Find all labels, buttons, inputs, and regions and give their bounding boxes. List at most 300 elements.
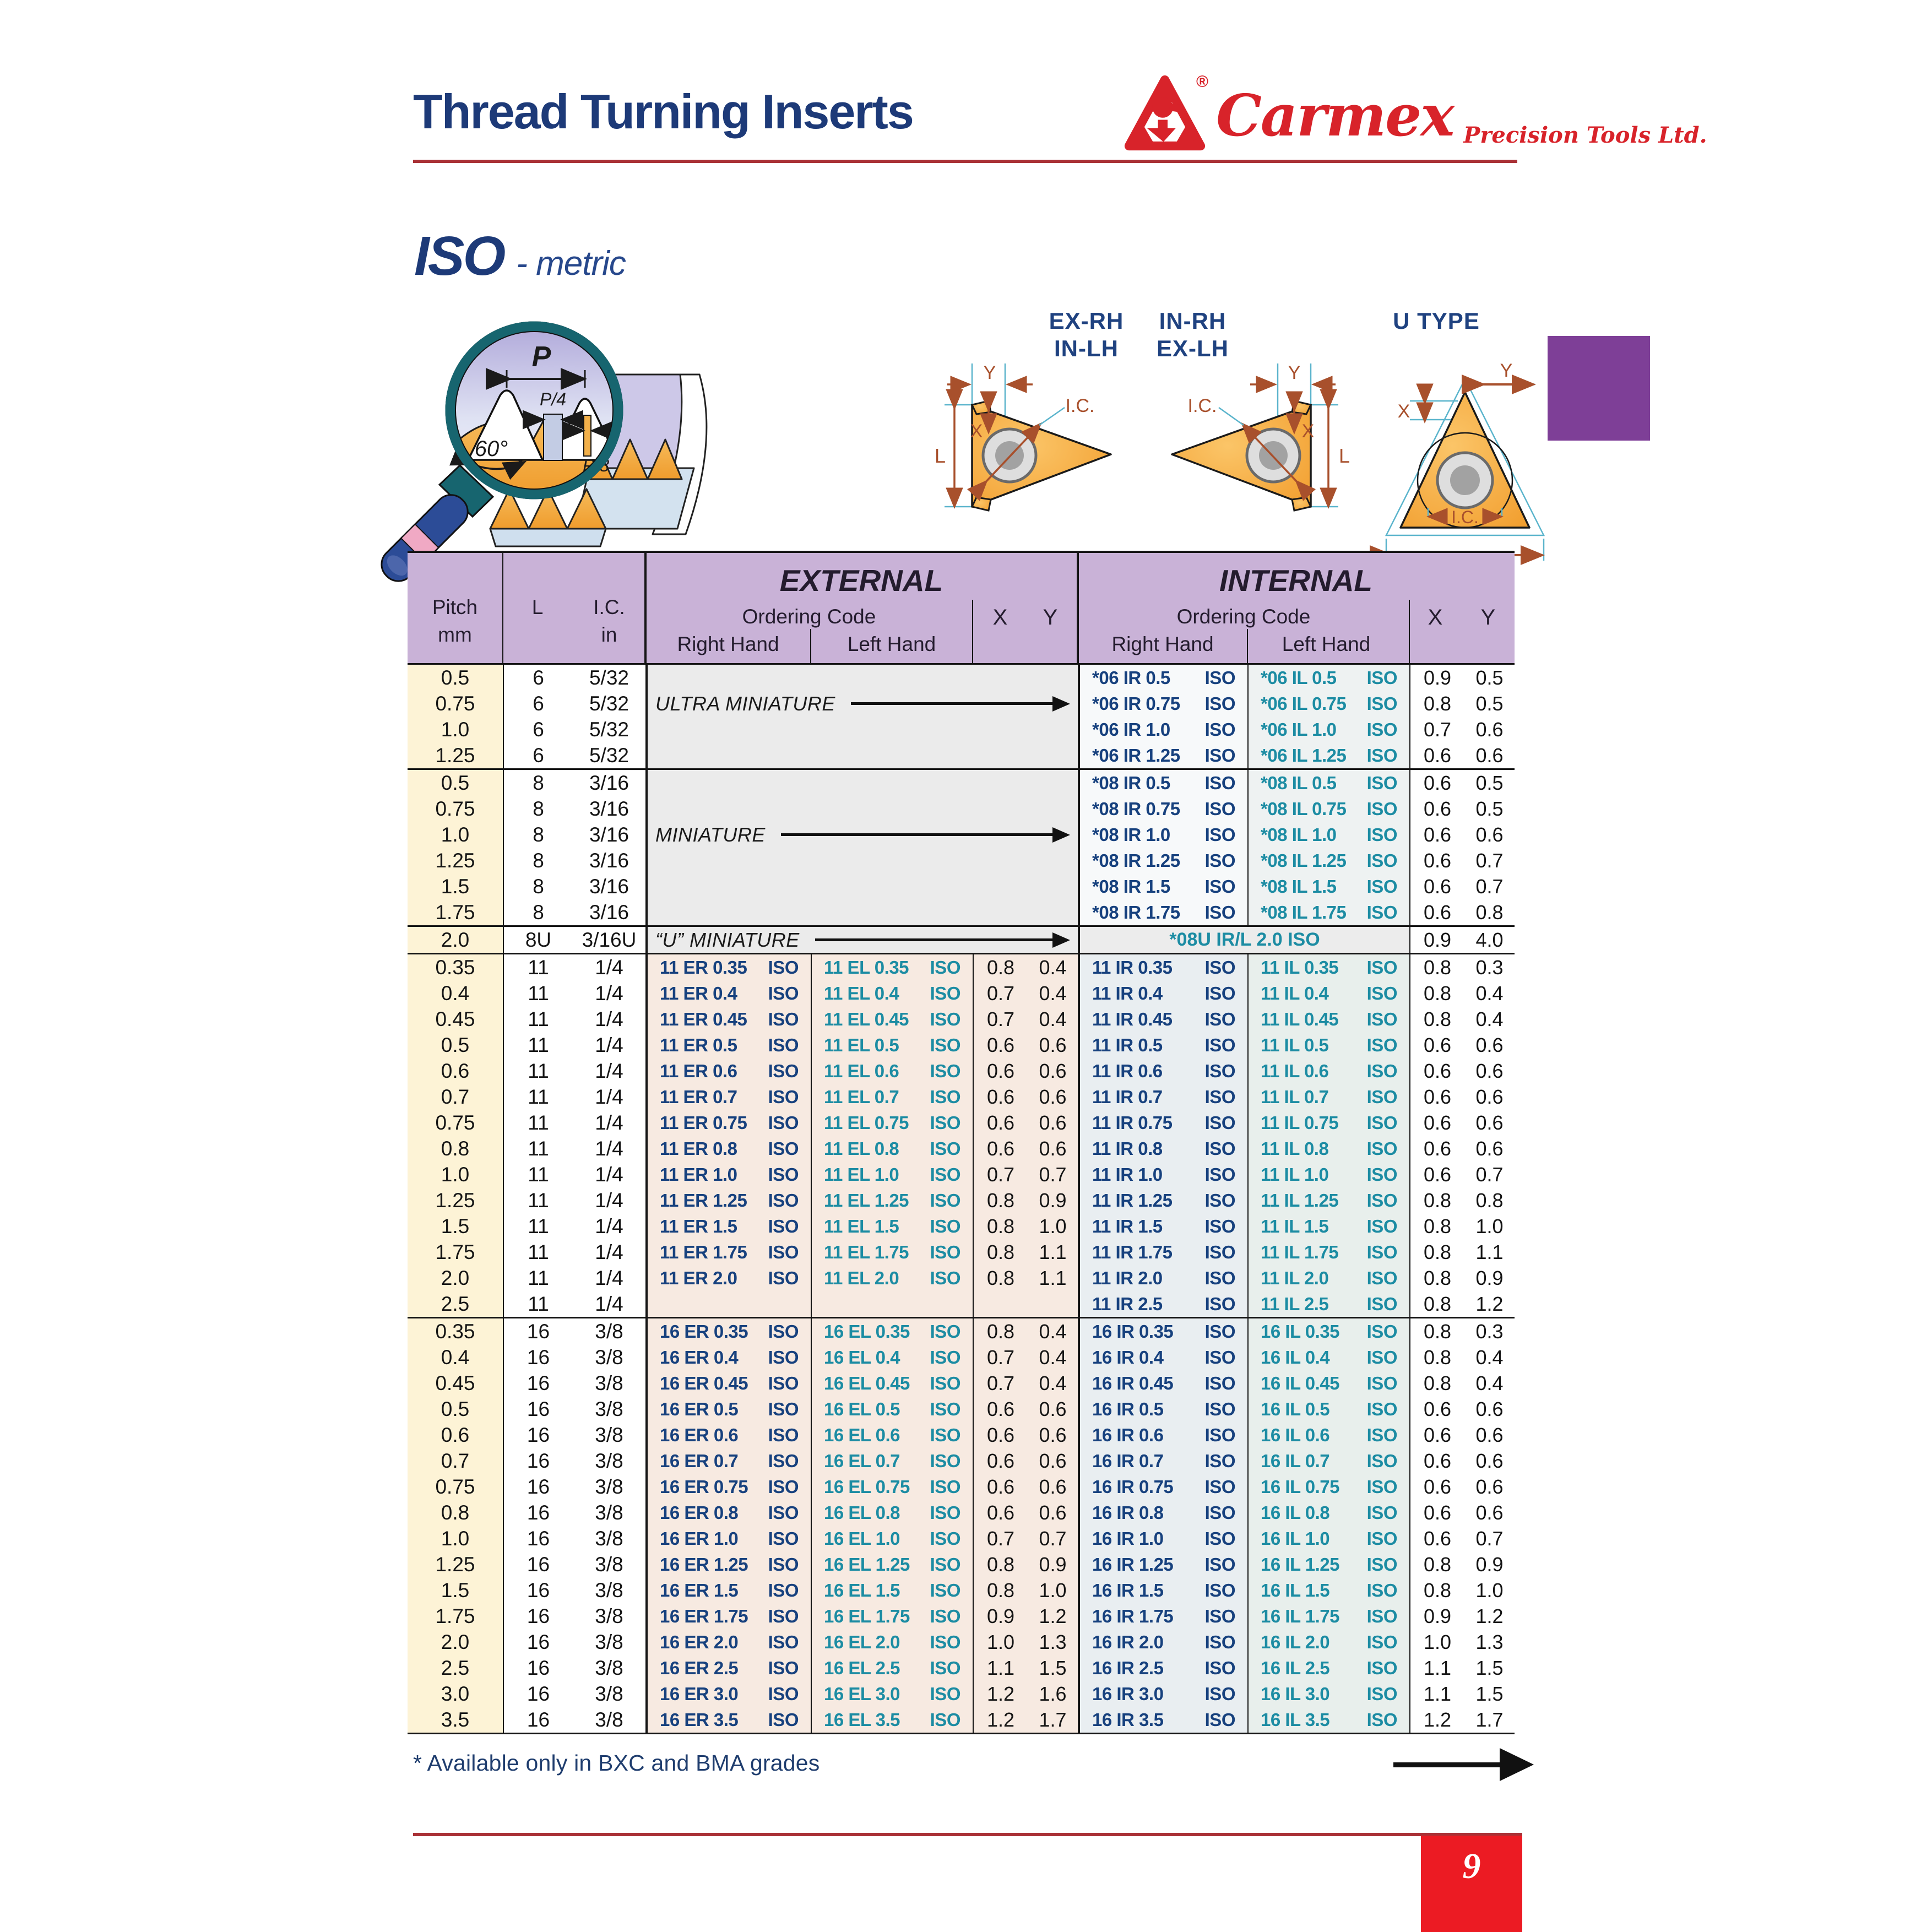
external-right-hand-code-cell [645,1084,811,1110]
code-text: *06 IL 1.0 [1261,719,1337,740]
l-cell: 11 [503,1162,573,1187]
code-text: 11 IL 0.35 [1261,957,1339,978]
external-right-hand-code-cell [645,1500,811,1526]
table-row [408,1265,1515,1291]
ic-cell: 1/4 [595,1137,623,1160]
internal-y-cell: 0.6 [1475,1475,1504,1498]
internal-left-hand-code-cell [1247,1187,1409,1213]
ic-cell: 1/4 [595,1007,623,1030]
code-suffix: ISO [768,1164,799,1185]
internal-right-hand-code-cell [1078,1422,1247,1448]
code-text: 16 IR 1.25 [1092,1554,1174,1575]
ic-cell: 3/8 [595,1708,623,1731]
ic-cell: 1/4 [595,1240,623,1263]
internal-y-cell: 1.7 [1475,1708,1504,1731]
internal-x-cell: 0.6 [1409,899,1464,925]
code-suffix: ISO [1204,1631,1235,1652]
code-text: 16 EL 3.0 [824,1683,900,1704]
header-divider [1247,629,1248,663]
header-ic-unit: in [601,623,617,646]
external-y-cell: 0.6 [1028,1110,1078,1136]
external-right-hand-code-cell [645,1187,811,1213]
code-text: 11 IR 0.35 [1092,957,1173,978]
code-suffix: ISO [1366,1215,1397,1236]
external-left-hand-code-cell [811,1551,973,1577]
code-text: 11 IR 2.0 [1092,1267,1163,1288]
l-cell: 16 [503,1500,573,1526]
header-int-ordering-code: Ordering Code [1176,605,1311,628]
code-text: 16 ER 2.5 [660,1657,739,1678]
next-page-arrow-icon [1393,1747,1534,1782]
code-text: 11 IR 1.75 [1092,1241,1173,1262]
code-suffix: ISO [768,1190,799,1211]
external-x-cell: 0.7 [973,1006,1028,1032]
external-y-cell: 0.7 [1028,1526,1078,1551]
external-left-hand-code-cell [811,1291,973,1317]
code-suffix: ISO [1366,1321,1397,1342]
external-x-cell: 0.6 [973,1136,1028,1162]
code-suffix: ISO [768,1580,799,1600]
ic-cell: 3/16 [589,797,629,820]
code-suffix: ISO [768,1631,799,1652]
ic-cell: 3/8 [595,1604,623,1627]
code-text: 16 IL 0.8 [1261,1502,1330,1523]
code-suffix: ISO [1366,1450,1397,1471]
code-text: 16 IL 0.5 [1261,1398,1330,1419]
external-left-hand-code-cell [811,1474,973,1500]
external-x-cell: 0.7 [973,980,1028,1006]
internal-left-hand-code-cell [1247,1474,1409,1500]
brand-tagline: Precision Tools Ltd. [1463,122,1707,148]
miniature-note-text: ULTRA MINIATURE [655,692,835,715]
external-left-hand-code-cell [811,980,973,1006]
external-left-hand-code-cell [811,1084,973,1110]
code-text: *08 IL 1.25 [1261,850,1347,871]
code-suffix: ISO [1366,1241,1397,1262]
header-divider [1409,600,1410,663]
external-right-hand-code-cell [645,1474,811,1500]
code-text: 16 IR 3.0 [1092,1683,1164,1704]
internal-y-cell: 0.5 [1475,692,1504,715]
note-arrow-head-icon [1052,827,1070,843]
code-text: 11 EL 0.35 [824,957,909,978]
code-suffix: ISO [1204,667,1235,688]
table-row [408,665,1515,691]
pitch-cell: 1.75 [408,1239,503,1265]
code-text: 11 IL 0.45 [1261,1008,1339,1029]
code-text: *08 IL 1.5 [1261,876,1337,897]
external-x-cell: 0.7 [973,1526,1028,1551]
code-suffix: ISO [1204,1709,1235,1730]
code-suffix: ISO [930,1580,960,1600]
label-p: P [531,341,551,373]
code-text: 16 IR 1.75 [1092,1605,1174,1626]
code-text: 16 IL 3.5 [1261,1709,1330,1730]
external-miniature-span-cell [645,742,1078,768]
internal-left-hand-code-cell [1247,1344,1409,1370]
internal-merged-code-cell: *08U IR/L 2.0 ISO [1078,927,1409,953]
external-x-cell: 1.0 [973,1629,1028,1655]
external-left-hand-code-cell [811,1707,973,1733]
header-pitch-unit: mm [438,623,472,646]
y-label: Y [1500,360,1513,381]
code-text: 11 ER 0.75 [660,1112,747,1133]
l-cell: 11 [503,1084,573,1110]
code-suffix: ISO [1204,1424,1235,1445]
pitch-cell: 0.5 [408,665,503,691]
table-row [408,1084,1515,1110]
table-row [408,1370,1515,1396]
code-text: 16 EL 0.7 [824,1450,900,1471]
code-suffix: ISO [1366,824,1397,845]
code-text: 16 IR 0.4 [1092,1347,1164,1367]
l-cell: 11 [503,1136,573,1162]
code-suffix: ISO [1204,1034,1235,1055]
code-text: 16 EL 0.6 [824,1424,900,1445]
internal-y-cell: 0.7 [1475,1163,1504,1186]
external-y-cell: 1.6 [1028,1681,1078,1707]
code-text: 11 IR 1.25 [1092,1190,1173,1211]
code-text: 16 IR 0.75 [1092,1476,1174,1497]
code-text: 16 EL 2.5 [824,1657,900,1678]
code-text: 11 IR 1.5 [1092,1215,1163,1236]
table-row [408,1213,1515,1239]
external-right-hand-code-cell [645,980,811,1006]
pitch-cell: 0.5 [408,1032,503,1058]
title-underline [413,160,1517,163]
external-miniature-span-cell [645,899,1078,925]
code-suffix: ISO [768,1709,799,1730]
insert-ex-rh-diagram [935,362,1111,511]
internal-y-cell: 1.5 [1475,1682,1504,1705]
code-text: 11 ER 1.75 [660,1241,747,1262]
code-suffix: ISO [1366,1657,1397,1678]
code-text: 16 IR 2.0 [1092,1631,1164,1652]
pitch-cell: 0.45 [408,1370,503,1396]
ic-cell: 5/32 [589,744,629,767]
internal-left-hand-code-cell [1247,1655,1409,1681]
external-x-cell: 0.6 [973,1474,1028,1500]
external-x-cell: 0.6 [973,1032,1028,1058]
code-text: 16 IL 2.0 [1261,1631,1330,1652]
internal-y-cell: 0.9 [1475,1266,1504,1289]
code-suffix: ISO [768,1008,799,1029]
external-left-hand-code-cell [811,1032,973,1058]
internal-y-cell: 0.6 [1475,718,1504,741]
header-ext-x: X [992,605,1008,629]
code-text: 16 IL 2.5 [1261,1657,1330,1678]
internal-left-hand-code-cell [1247,899,1409,925]
external-left-hand-code-cell [811,1136,973,1162]
code-suffix: ISO [1366,1580,1397,1600]
code-suffix: ISO [1204,1112,1235,1133]
internal-x-cell: 0.6 [1409,1526,1464,1551]
code-suffix: ISO [930,1424,960,1445]
header-int-left-hand: Left Hand [1282,633,1371,655]
external-right-hand-code-cell [645,1448,811,1474]
external-x-cell: 0.6 [973,1448,1028,1474]
code-text: 16 EL 0.4 [824,1347,900,1367]
l-cell: 16 [503,1629,573,1655]
internal-right-hand-code-cell [1078,1526,1247,1551]
code-text: *08 IR 1.75 [1092,902,1180,922]
external-right-hand-code-cell [645,1265,811,1291]
code-suffix: ISO [1366,1683,1397,1704]
internal-y-cell: 0.6 [1475,1501,1504,1524]
external-left-hand-code-cell [811,1265,973,1291]
code-text: 16 IL 0.35 [1261,1321,1340,1342]
table-row [408,1629,1515,1655]
ic-cell: 5/32 [589,718,629,741]
ic-cell: 3/8 [595,1371,623,1394]
code-suffix: ISO [1366,1424,1397,1445]
internal-x-cell: 0.9 [1409,927,1464,953]
l-cell: 11 [503,1213,573,1239]
internal-x-cell: 0.8 [1409,1187,1464,1213]
page-title: Thread Turning Inserts [413,84,913,139]
external-x-cell: 0.8 [973,1551,1028,1577]
table-row [408,1396,1515,1422]
insert-type-label-u-type: U TYPE [1393,308,1480,334]
external-x-cell: 0.6 [973,1500,1028,1526]
code-text: *08 IR 1.0 [1092,824,1170,845]
table-row [408,1448,1515,1474]
external-y-cell: 0.6 [1028,1058,1078,1084]
pitch-cell: 0.4 [408,980,503,1006]
header-ic: I.C. [593,596,625,618]
internal-left-hand-code-cell [1247,717,1409,742]
header-int-y: Y [1480,605,1496,629]
external-x-cell: 0.6 [973,1084,1028,1110]
internal-y-cell: 0.4 [1475,1371,1504,1394]
external-x-cell: 0.8 [973,954,1028,980]
code-suffix: ISO [1366,719,1397,740]
external-y-cell: 0.6 [1028,1474,1078,1500]
internal-y-cell: 0.5 [1475,797,1504,820]
code-text: 11 EL 1.5 [824,1215,899,1236]
code-text: *08 IL 0.5 [1261,772,1337,793]
internal-y-cell: 0.8 [1475,900,1504,924]
header-divider [644,553,647,663]
internal-right-hand-code-cell [1078,1396,1247,1422]
code-text: 16 ER 0.45 [660,1372,748,1393]
external-left-hand-code-cell [811,1396,973,1422]
pitch-cell: 1.5 [408,1577,503,1603]
external-right-hand-code-cell [645,1707,811,1733]
internal-left-hand-code-cell [1247,1551,1409,1577]
note-arrow-head-icon [1052,696,1070,712]
code-suffix: ISO [768,1476,799,1497]
pitch-cell: 3.5 [408,1707,503,1733]
code-text: 16 ER 0.5 [660,1398,739,1419]
code-suffix: ISO [930,1164,960,1185]
l-cell: 11 [503,1187,573,1213]
external-right-hand-code-cell [645,1629,811,1655]
code-suffix: ISO [1366,1008,1397,1029]
l-cell: 16 [503,1603,573,1629]
ic-cell: 3/8 [595,1345,623,1369]
table-group-06-ultra-miniature [408,665,1515,770]
internal-left-hand-code-cell [1247,1110,1409,1136]
code-suffix: ISO [768,1321,799,1342]
table-row [408,1707,1515,1733]
code-text: 11 EL 0.8 [824,1138,899,1159]
internal-y-cell: 0.6 [1475,1111,1504,1134]
external-y-cell [1028,1291,1078,1317]
l-label: L [934,444,946,467]
external-right-hand-code-cell [645,1370,811,1396]
table-row [408,1032,1515,1058]
internal-x-cell: 0.8 [1409,1213,1464,1239]
l-cell: 16 [503,1396,573,1422]
internal-right-hand-code-cell [1078,980,1247,1006]
code-suffix: ISO [1366,876,1397,897]
external-left-hand-code-cell [811,1577,973,1603]
code-suffix: ISO [1366,1476,1397,1497]
code-suffix: ISO [1366,1138,1397,1159]
internal-x-cell: 0.6 [1409,796,1464,822]
table-row [408,980,1515,1006]
code-suffix: ISO [1204,693,1235,714]
table-row [408,1500,1515,1526]
internal-right-hand-code-cell [1078,1213,1247,1239]
code-text: 16 ER 0.8 [660,1502,739,1523]
x-label: X [1397,401,1410,422]
code-suffix: ISO [930,1034,960,1055]
external-left-hand-code-cell [811,1655,973,1681]
code-text: 11 EL 1.0 [824,1164,899,1185]
code-text: 11 IL 0.4 [1261,983,1329,1003]
external-y-cell: 0.4 [1028,1344,1078,1370]
table-row [408,1239,1515,1265]
x-label: X [970,421,983,442]
code-suffix: ISO [768,1450,799,1471]
code-text: 16 EL 1.75 [824,1605,910,1626]
header-divider [972,600,973,663]
pitch-cell: 0.6 [408,1422,503,1448]
l-cell: 16 [503,1318,573,1344]
external-y-cell: 0.6 [1028,1084,1078,1110]
table-row [408,1551,1515,1577]
l-cell: 6 [503,665,573,691]
ic-label: I.C. [1187,395,1217,416]
external-x-cell: 0.8 [973,1239,1028,1265]
code-suffix: ISO [1204,1580,1235,1600]
code-suffix: ISO [1204,1528,1235,1549]
internal-right-hand-code-cell [1078,1474,1247,1500]
y-label: Y [983,362,996,383]
internal-right-hand-code-cell [1078,1448,1247,1474]
y-label: Y [1288,362,1301,383]
code-text: 16 ER 1.0 [660,1528,739,1549]
code-text: 11 IR 0.4 [1092,983,1163,1003]
internal-left-hand-code-cell [1247,980,1409,1006]
bottom-rule [413,1833,1522,1836]
table-body [408,665,1515,1734]
external-right-hand-code-cell [645,1058,811,1084]
external-y-cell: 1.7 [1028,1707,1078,1733]
internal-y-cell: 0.3 [1475,1320,1504,1343]
ic-cell: 3/8 [595,1630,623,1653]
code-text: 11 IL 0.75 [1261,1112,1339,1133]
ic-cell: 1/4 [595,1292,623,1315]
code-text: 11 ER 0.8 [660,1138,737,1159]
code-suffix: ISO [768,1267,799,1288]
code-suffix: ISO [768,1215,799,1236]
internal-left-hand-code-cell [1247,1084,1409,1110]
internal-x-cell: 0.6 [1409,873,1464,899]
code-text: *08 IL 1.0 [1261,824,1337,845]
code-suffix: ISO [930,1215,960,1236]
l-cell: 11 [503,1239,573,1265]
external-left-hand-code-cell [811,954,973,980]
internal-x-cell: 0.8 [1409,1265,1464,1291]
code-text: 11 IR 2.5 [1092,1293,1163,1314]
internal-x-cell: 0.6 [1409,1136,1464,1162]
code-text: 16 EL 0.45 [824,1372,910,1393]
internal-y-cell: 1.2 [1475,1292,1504,1315]
internal-x-cell: 0.8 [1409,954,1464,980]
brand-logo [1124,72,1707,160]
code-suffix: ISO [930,1450,960,1471]
external-right-hand-code-cell [645,1577,811,1603]
code-suffix: ISO [1204,957,1235,978]
code-text: 16 IR 0.8 [1092,1502,1164,1523]
code-suffix: ISO [1204,902,1235,922]
internal-left-hand-code-cell [1247,1629,1409,1655]
internal-x-cell: 1.1 [1409,1681,1464,1707]
internal-x-cell: 0.6 [1409,1084,1464,1110]
insert-u-type-diagram [1386,360,1544,582]
table-row [408,1110,1515,1136]
code-text: 16 IR 0.5 [1092,1398,1164,1419]
code-suffix: ISO [768,1424,799,1445]
code-text: 11 IL 0.8 [1261,1138,1329,1159]
miniature-note-text: “U” MINIATURE [655,928,800,951]
code-suffix: ISO [930,1398,960,1419]
internal-y-cell: 0.8 [1475,1188,1504,1212]
code-suffix: ISO [1204,1450,1235,1471]
external-right-hand-code-cell [645,1032,811,1058]
external-y-cell: 0.7 [1028,1162,1078,1187]
code-suffix: ISO [1204,1683,1235,1704]
header-internal: INTERNAL [1219,563,1373,598]
code-suffix: ISO [930,1631,960,1652]
code-text: 11 IR 0.75 [1092,1112,1173,1133]
code-text: 16 IL 0.6 [1261,1424,1330,1445]
code-suffix: ISO [1204,1267,1235,1288]
code-suffix: ISO [1204,1086,1235,1107]
code-text: 11 ER 0.7 [660,1086,737,1107]
external-left-hand-code-cell [811,1500,973,1526]
code-text: *08 IR 1.5 [1092,876,1170,897]
ic-cell: 3/8 [595,1320,623,1343]
internal-x-cell: 1.2 [1409,1707,1464,1733]
thread-profile-illustration [408,297,721,556]
l-cell: 16 [503,1344,573,1370]
note-arrow-line [851,702,1052,705]
external-left-hand-code-cell [811,1603,973,1629]
code-text: *06 IR 1.25 [1092,745,1180,766]
insert-in-rh-diagram [1172,362,1350,511]
carmex-triangle-logo-icon [1124,72,1209,160]
code-suffix: ISO [930,1605,960,1626]
internal-y-cell: 0.6 [1475,1397,1504,1420]
code-text: *08 IR 1.25 [1092,850,1180,871]
l-cell: 6 [503,717,573,742]
external-miniature-span-cell [645,848,1078,873]
code-text: 11 EL 1.75 [824,1241,909,1262]
